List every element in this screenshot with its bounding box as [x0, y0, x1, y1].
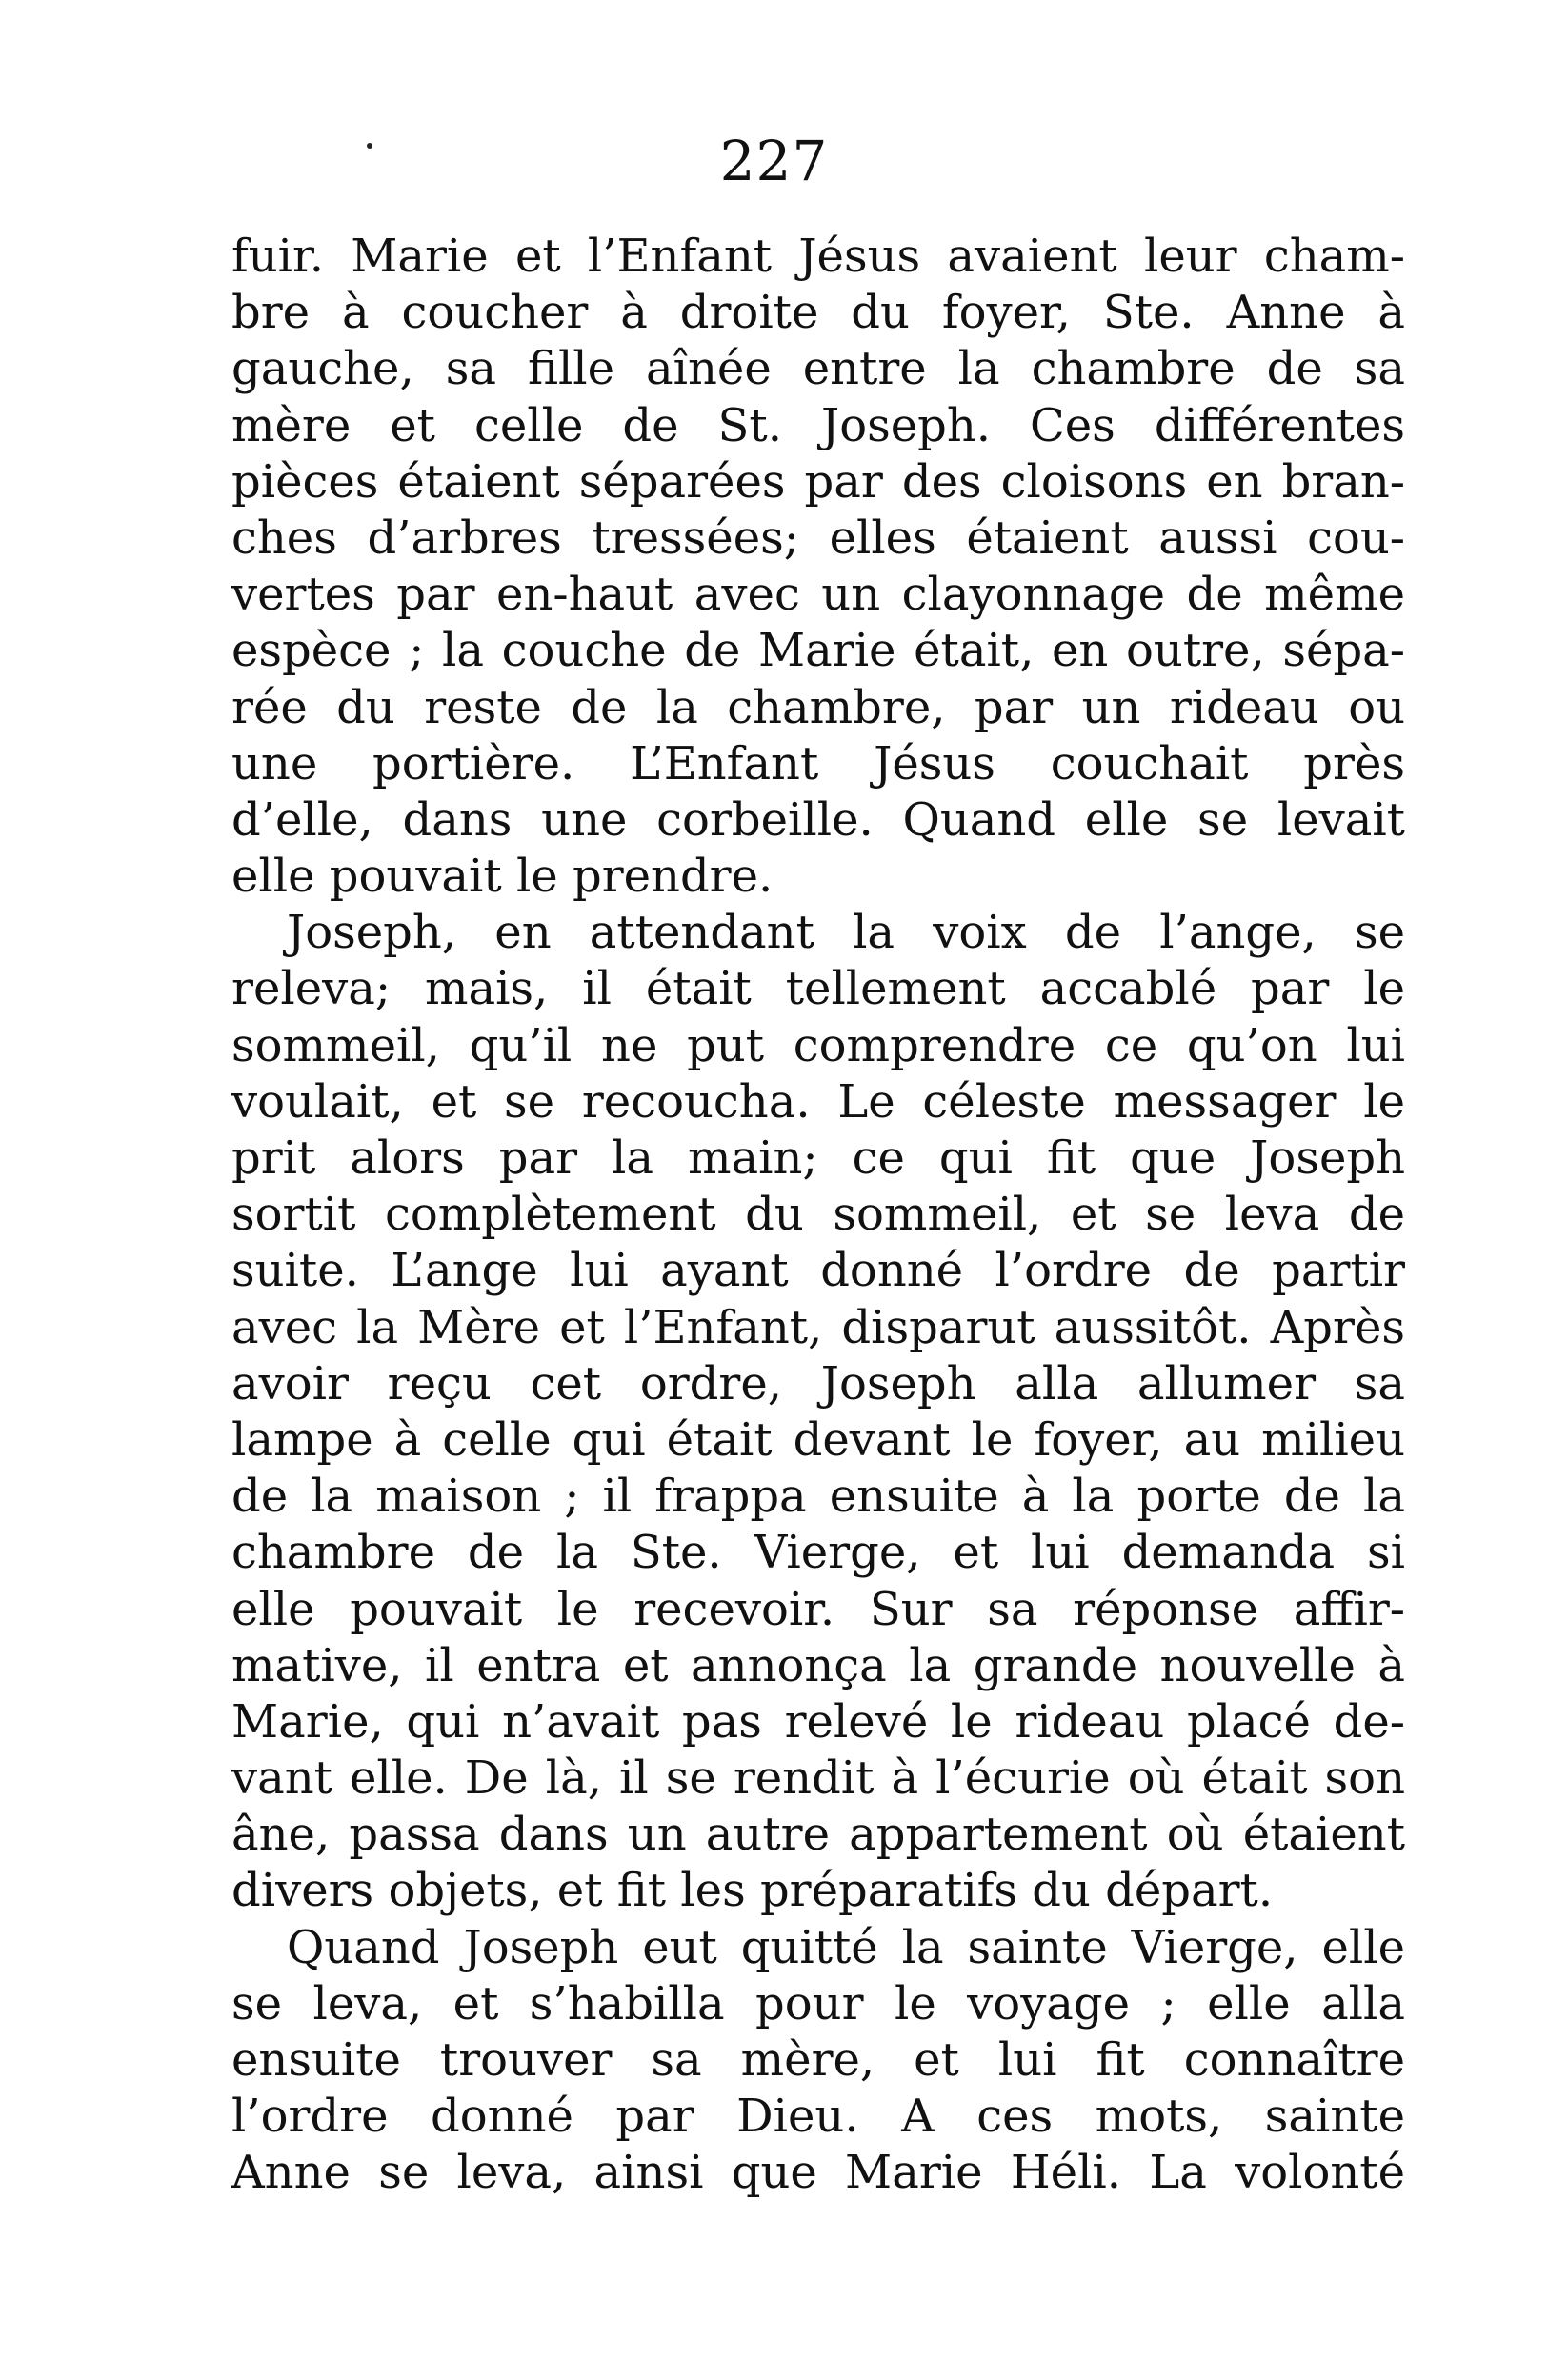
- text-line: Marie, qui n’avait pas relevé le rideau placé de-: [231, 1694, 1405, 1749]
- text-line: prit alors par la main; ce qui fit que Joseph: [231, 1131, 1405, 1185]
- text-line: fuir. Marie et l’Enfant Jésus avaient leur cham-: [231, 230, 1405, 283]
- text-line: vant elle. De là, il se rendit à l’écurie où était son: [231, 1751, 1405, 1806]
- text-line: avoir reçu cet ordre, Joseph alla allumer sa: [231, 1356, 1405, 1410]
- text-line: une portière. L’Enfant Jésus couchait près: [231, 736, 1405, 790]
- text-line: se leva, et s’habilla pour le voyage ; elle alla: [231, 1976, 1405, 2030]
- text-line: divers objets, et fit les préparatifs du départ.: [231, 1864, 1274, 1918]
- page-number: 227: [719, 129, 829, 193]
- text-line: elle pouvait le prendre.: [231, 850, 774, 904]
- text-line: sortit complètement du sommeil, et se leva de: [231, 1188, 1405, 1242]
- text-line: mative, il entra et annonça la grande nouvelle à: [231, 1638, 1405, 1692]
- text-line: Joseph, en attendant la voix de l’ange, se: [287, 906, 1405, 960]
- text-line: pièces étaient séparées par des cloisons en bran-: [231, 454, 1405, 509]
- text-line: Anne se leva, ainsi que Marie Héli. La volonté: [231, 2146, 1405, 2200]
- text-line: ensuite trouver sa mère, et lui fit connaître: [231, 2033, 1405, 2087]
- text-line: gauche, sa fille aînée entre la chambre de sa: [231, 342, 1405, 396]
- text-line: suite. L’ange lui ayant donné l’ordre de partir: [231, 1244, 1405, 1298]
- body-text: [231, 229, 1405, 2202]
- text-line: voulait, et se recoucha. Le céleste messager le: [231, 1074, 1405, 1129]
- text-line: vertes par en-haut avec un clayonnage de même: [231, 568, 1405, 622]
- text-line: l’ordre donné par Dieu. A ces mots, sainte: [231, 2090, 1405, 2144]
- text-line: rée du reste de la chambre, par un rideau ou: [231, 680, 1405, 734]
- text-line: bre à coucher à droite du foyer, Ste. Anne à: [231, 286, 1405, 340]
- text-line: de la maison ; il frappa ensuite à la porte de la: [231, 1470, 1405, 1524]
- text-line: chambre de la Ste. Vierge, et lui demanda si: [231, 1526, 1405, 1580]
- text-line: sommeil, qu’il ne put comprendre ce qu’on lui: [231, 1018, 1405, 1072]
- text-line: avec la Mère et l’Enfant, disparut aussitôt. Après: [231, 1300, 1405, 1354]
- text-line: elle pouvait le recevoir. Sur sa réponse affir-: [231, 1582, 1405, 1636]
- text-line: espèce ; la couche de Marie était, en outre, sépa-: [231, 624, 1405, 678]
- text-line: mère et celle de St. Joseph. Ces différentes: [231, 398, 1405, 452]
- text-line: âne, passa dans un autre appartement où étaient: [231, 1808, 1405, 1862]
- text-line: lampe à celle qui était devant le foyer, au milieu: [231, 1412, 1405, 1467]
- text-line: releva; mais, il était tellement accablé par le: [231, 962, 1405, 1016]
- ink-speck: [367, 143, 372, 149]
- text-line: d’elle, dans une corbeille. Quand elle se levait: [231, 792, 1405, 847]
- text-line: ches d’arbres tressées; elles étaient aussi cou-: [231, 510, 1405, 565]
- text-line: Quand Joseph eut quitté la sainte Vierge, elle: [287, 1920, 1405, 1974]
